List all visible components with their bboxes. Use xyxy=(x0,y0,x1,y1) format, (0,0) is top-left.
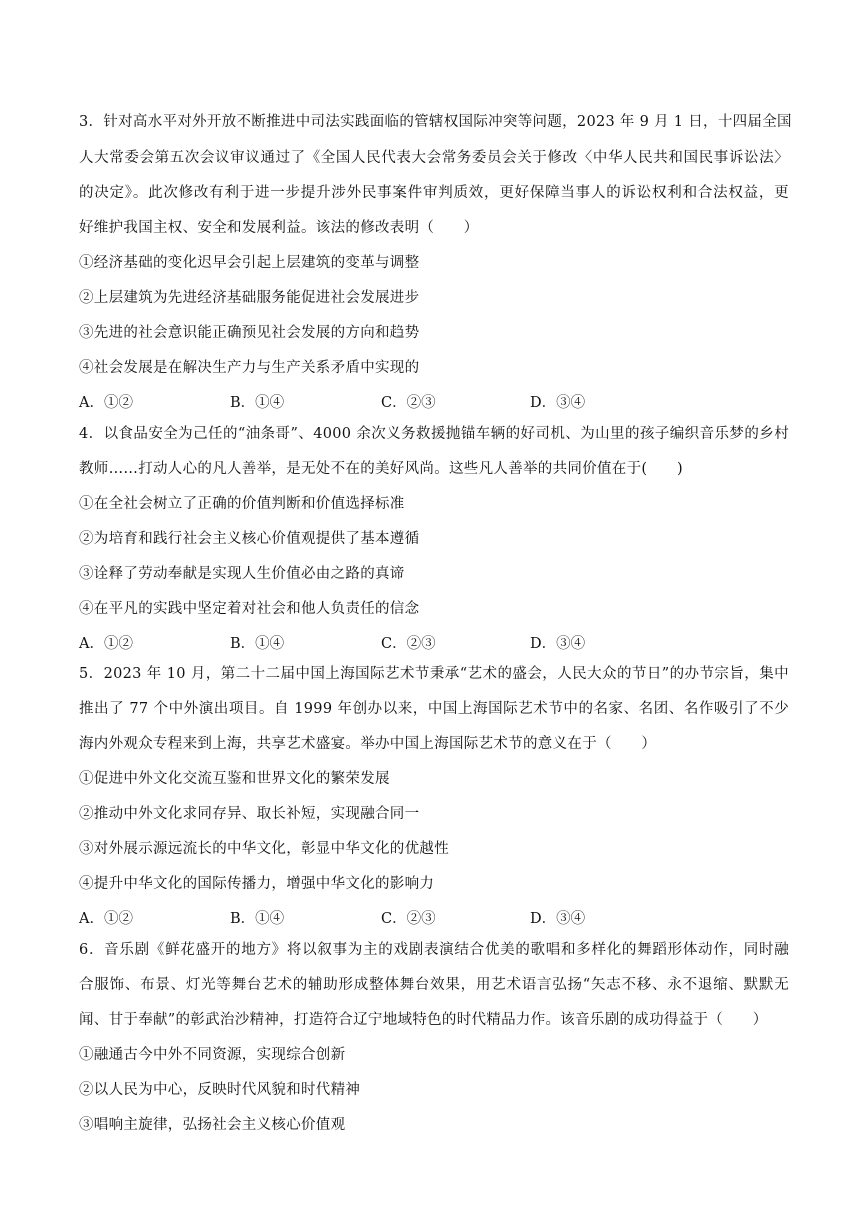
q5-stem-line-3: 海内外观众专程来到上海，共享艺术盛宴。举办中国上海国际艺术节的意义在于（ ） xyxy=(79,736,657,752)
q3-stem-line-3: 的决定》。此次修改有利于进一步提升涉外民事案件审判质效，更好保障当事人的诉讼权利和合法权益，更 xyxy=(79,185,789,201)
q3-statement-2: ②上层建筑为先进经济基础服务能促进社会发展进步 xyxy=(79,290,420,306)
q4-options xyxy=(79,634,789,654)
q3-stem-line-2: 人大常委会第五次会议审议通过了《全国人民代表大会常务委员会关于修改〈中华人民共和国民事诉讼法〉 xyxy=(79,150,789,166)
q5-option-c: C．②③ xyxy=(381,911,436,927)
q6-statement-2: ②以人民为中心，反映时代风貌和时代精神 xyxy=(79,1082,361,1098)
q6-statement-3: ③唱响主旋律，弘扬社会主义核心价值观 xyxy=(79,1117,346,1133)
q6-stem-line-1: 6．音乐剧《鲜花盛开的地方》将以叙事为主的戏剧表演结合优美的歌唱和多样化的舞蹈形体动作，同时融 xyxy=(79,942,789,958)
q3-statement-1: ①经济基础的变化迟早会引起上层建筑的变革与调整 xyxy=(79,255,420,271)
q6-statement-1: ①融通古今中外不同资源，实现综合创新 xyxy=(79,1047,346,1063)
q4-statement-1: ①在全社会树立了正确的价值判断和价值选择标准 xyxy=(79,496,405,512)
q5-option-d: D．③④ xyxy=(530,911,586,927)
q3-option-b: B．①④ xyxy=(230,395,285,411)
q5-stem-line-2: 推出了 77 个中外演出项目。自 1999 年创办以来，中国上海国际艺术节中的名家、名团、名作吸引了不少 xyxy=(79,701,789,717)
q5-statement-2: ②推动中外文化求同存异、取长补短，实现融合同一 xyxy=(79,806,420,822)
q3-option-c: C．②③ xyxy=(381,395,436,411)
q6-stem-line-3: 闻、甘于奉献”的彰武治沙精神，打造符合辽宁地域特色的时代精品力作。该音乐剧的成功得益于（ ） xyxy=(79,1012,768,1028)
q5-statement-4: ④提升中华文化的国际传播力，增强中华文化的影响力 xyxy=(79,876,435,892)
q4-stem-line-2: 教师……打动人心的凡人善举，是无处不在的美好风尚。这些凡人善举的共同价值在于( ) xyxy=(79,461,683,477)
q5-statement-1: ①促进中外文化交流互鉴和世界文化的繁荣发展 xyxy=(79,771,390,787)
q3-option-d: D．③④ xyxy=(530,395,586,411)
q4-statement-3: ③诠释了劳动奉献是实现人生价值必由之路的真谛 xyxy=(79,566,405,582)
q4-stem-line-1: 4．以食品安全为己任的“油条哥”、4000 余次义务救援抛锚车辆的好司机、为山里的孩子编织音乐梦的乡村 xyxy=(79,426,789,442)
q5-option-a: A．①② xyxy=(79,911,133,927)
q4-option-a: A．①② xyxy=(79,636,133,652)
q5-option-b: B．①④ xyxy=(230,911,285,927)
q4-statement-4: ④在平凡的实践中坚定着对社会和他人负责任的信念 xyxy=(79,601,420,617)
q5-statement-3: ③对外展示源远流长的中华文化，彰显中华文化的优越性 xyxy=(79,841,449,857)
q4-statement-2: ②为培育和践行社会主义核心价值观提供了基本遵循 xyxy=(79,531,420,547)
q3-statement-3: ③先进的社会意识能正确预见社会发展的方向和趋势 xyxy=(79,325,420,341)
q3-stem-line-1: 3．针对高水平对外开放不断推进中司法实践面临的管辖权国际冲突等问题，2023 年 9 月 1 日，十四届全国 xyxy=(79,114,792,130)
q4-option-d: D．③④ xyxy=(530,636,586,652)
q6-stem-line-2: 合服饰、布景、灯光等舞台艺术的辅助形成整体舞台效果，用艺术语言弘扬“矢志不移、永不退缩、默默无 xyxy=(79,977,789,993)
q3-statement-4: ④社会发展是在解决生产力与生产关系矛盾中实现的 xyxy=(79,360,420,376)
q4-option-c: C．②③ xyxy=(381,636,436,652)
q5-options xyxy=(79,909,789,929)
q3-stem-line-4: 好维护我国主权、安全和发展利益。该法的修改表明（ ） xyxy=(79,220,479,236)
q3-options xyxy=(79,393,789,413)
q3-option-a: A．①② xyxy=(79,395,133,411)
q4-option-b: B．①④ xyxy=(230,636,285,652)
q5-stem-line-1: 5．2023 年 10 月，第二十二届中国上海国际艺术节秉承“艺术的盛会，人民大众的节日”的办节宗旨，集中 xyxy=(79,666,789,682)
